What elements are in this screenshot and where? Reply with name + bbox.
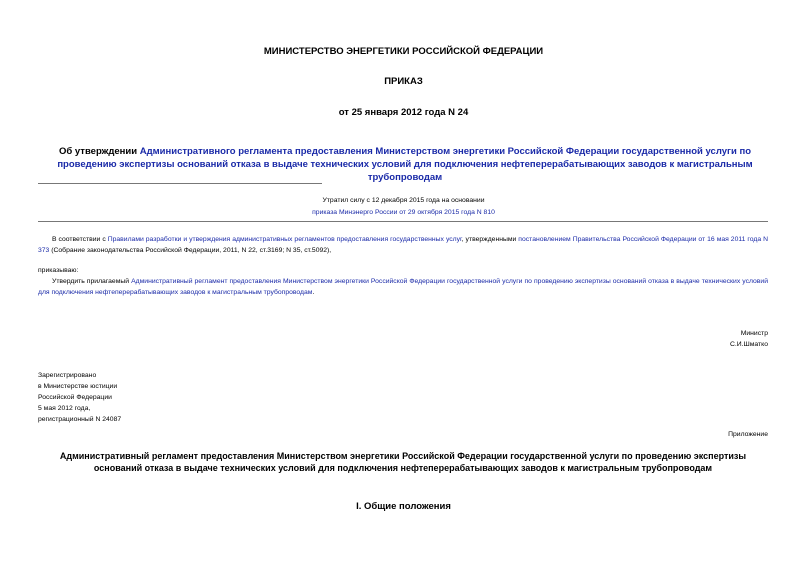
title-regulation-link[interactable]: Административного регламента предоставления Министерством энергетики Российской Федерации государственной услуги по проведению экспертизы оснований отказа в выдаче технических условий для подключения нефтеперерабатывающих заводов к магистральным трубопроводам: [57, 146, 753, 183]
title-prefix: Об утверждении: [59, 146, 140, 157]
approve-paragraph: [38, 276, 768, 298]
rules-link[interactable]: Правилами разработки и утверждения административных регламентов предоставления государственных услуг: [107, 236, 462, 243]
registration-line: в Министерстве юстиции: [38, 383, 118, 390]
document-type: ПРИКАЗ: [384, 76, 423, 87]
appendix-title: Административный регламент предоставления Министерством энергетики Российской Федерации государственной услуги по проведению экспертизы оснований отказа в выдаче технических условий для подключения нефтеперерабатывающих заводов к магистральным трубопроводам: [59, 451, 747, 473]
preamble-text-a: В соответствии с: [52, 236, 108, 243]
approved-regulation-link[interactable]: Административный регламент предоставления Министерством энергетики Российской Федерации государственной услуги по проведению экспертизы оснований отказа в выдаче технических условий для подключения нефтеперерабатывающих заводов к магистральным трубопроводам: [38, 278, 768, 296]
approve-text-b: .: [312, 289, 315, 296]
short-divider: [38, 183, 322, 184]
registration-line: Зарегистрировано: [38, 372, 97, 379]
preamble-paragraph: [38, 234, 768, 256]
registration-line: 5 мая 2012 года,: [38, 405, 91, 412]
document-title: [40, 145, 770, 184]
approve-text-a: Утвердить прилагаемый: [52, 278, 132, 285]
signature-name: С.И.Шматко: [729, 341, 768, 348]
registration-line: регистрационный N 24087: [38, 416, 122, 423]
signature-position: Министр: [740, 330, 768, 337]
preamble-text-b: , утвержденными: [461, 236, 519, 243]
status-line: Утратил силу с 12 декабря 2015 года на основании: [322, 197, 485, 204]
preamble-text-c: (Собрание законодательства Российской Федерации, 2011, N 22, ст.3169; N 35, ст.5092),: [49, 247, 332, 254]
resolution-link[interactable]: постановлением Правительства Российской Федерации от 16 мая 2011 года N 373: [38, 236, 768, 254]
order-word: приказываю:: [38, 267, 79, 274]
long-divider: [38, 221, 768, 222]
registration-block: [38, 370, 121, 425]
document-date-number: от 25 января 2012 года N 24: [338, 107, 469, 118]
appendix-label: Приложение: [728, 431, 768, 438]
ministry-heading: МИНИСТЕРСТВО ЭНЕРГЕТИКИ РОССИЙСКОЙ ФЕДЕРАЦИИ: [263, 46, 544, 57]
registration-line: Российской Федерации: [38, 394, 112, 401]
section-heading: I. Общие положения: [356, 501, 451, 512]
status-repeal-link[interactable]: приказа Минэнерго России от 29 октября 2015 года N 810: [312, 209, 495, 216]
